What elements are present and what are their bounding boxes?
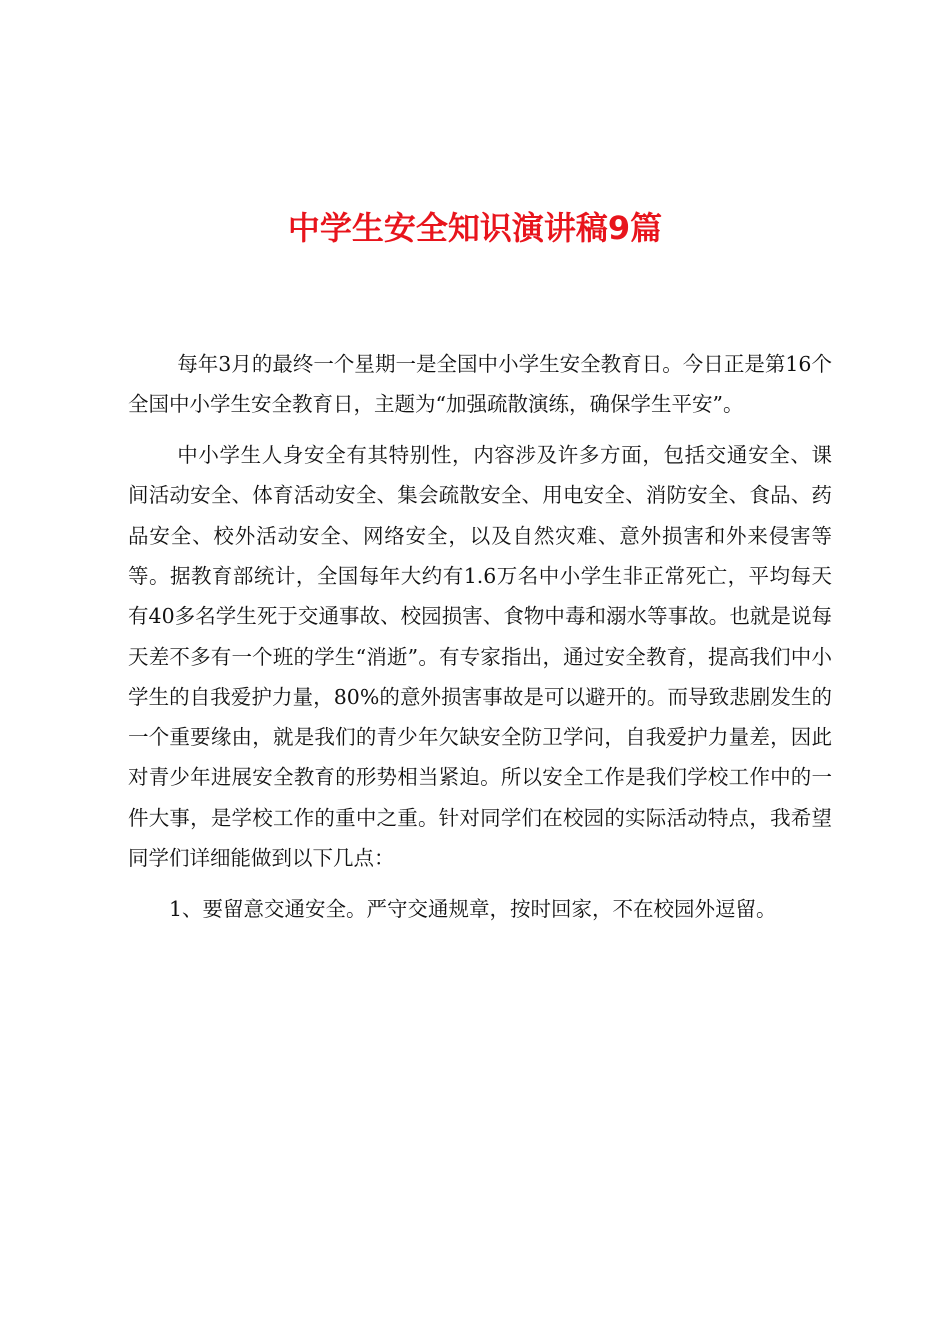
paragraph-item-1: 1、要留意交通安全。严守交通规章，按时回家，不在校园外逗留。	[169, 896, 777, 921]
document-title: 中学生安全知识演讲稿9篇	[287, 209, 663, 247]
paragraph-intro: 每年3月的最终一个星期一是全国中小学生安全教育日。今日正是第16个全国中小学生安全教育日，主题为“加强疏散演练，确保学生平安”。	[128, 352, 832, 417]
paragraph-main: 中小学生人身安全有其特别性，内容涉及许多方面，包括交通安全、课间活动安全、体育活动安全、集会疏散安全、用电安全、消防安全、食品、药品安全、校外活动安全、网络安全，以及自然灾难、意外损害和外来侵害等等。据教育部统计，全国每年大约有1.6万名中小学生非正常死亡，平均每天有40多名学生死于交通事故、校园损害、食物中毒和溺水等事故。也就是说每天差不多有一个班的学生“消逝”。有专家指出，通过安全教育，提高我们中小学生的自我爱护力量，80%的意外损害事故是可以避开的。而导致悲剧发生的一个重要缘由，就是我们的青少年欠缺安全防卫学问，自我爱护力量差，因此对青少年进展安全教育的形势相当紧迫。所以安全工作是我们学校工作中的一件大事，是学校工作的重中之重。针对同学们在校园的实际活动特点，我希望同学们详细能做到以下几点：	[128, 443, 832, 871]
document-body	[128, 344, 832, 940]
